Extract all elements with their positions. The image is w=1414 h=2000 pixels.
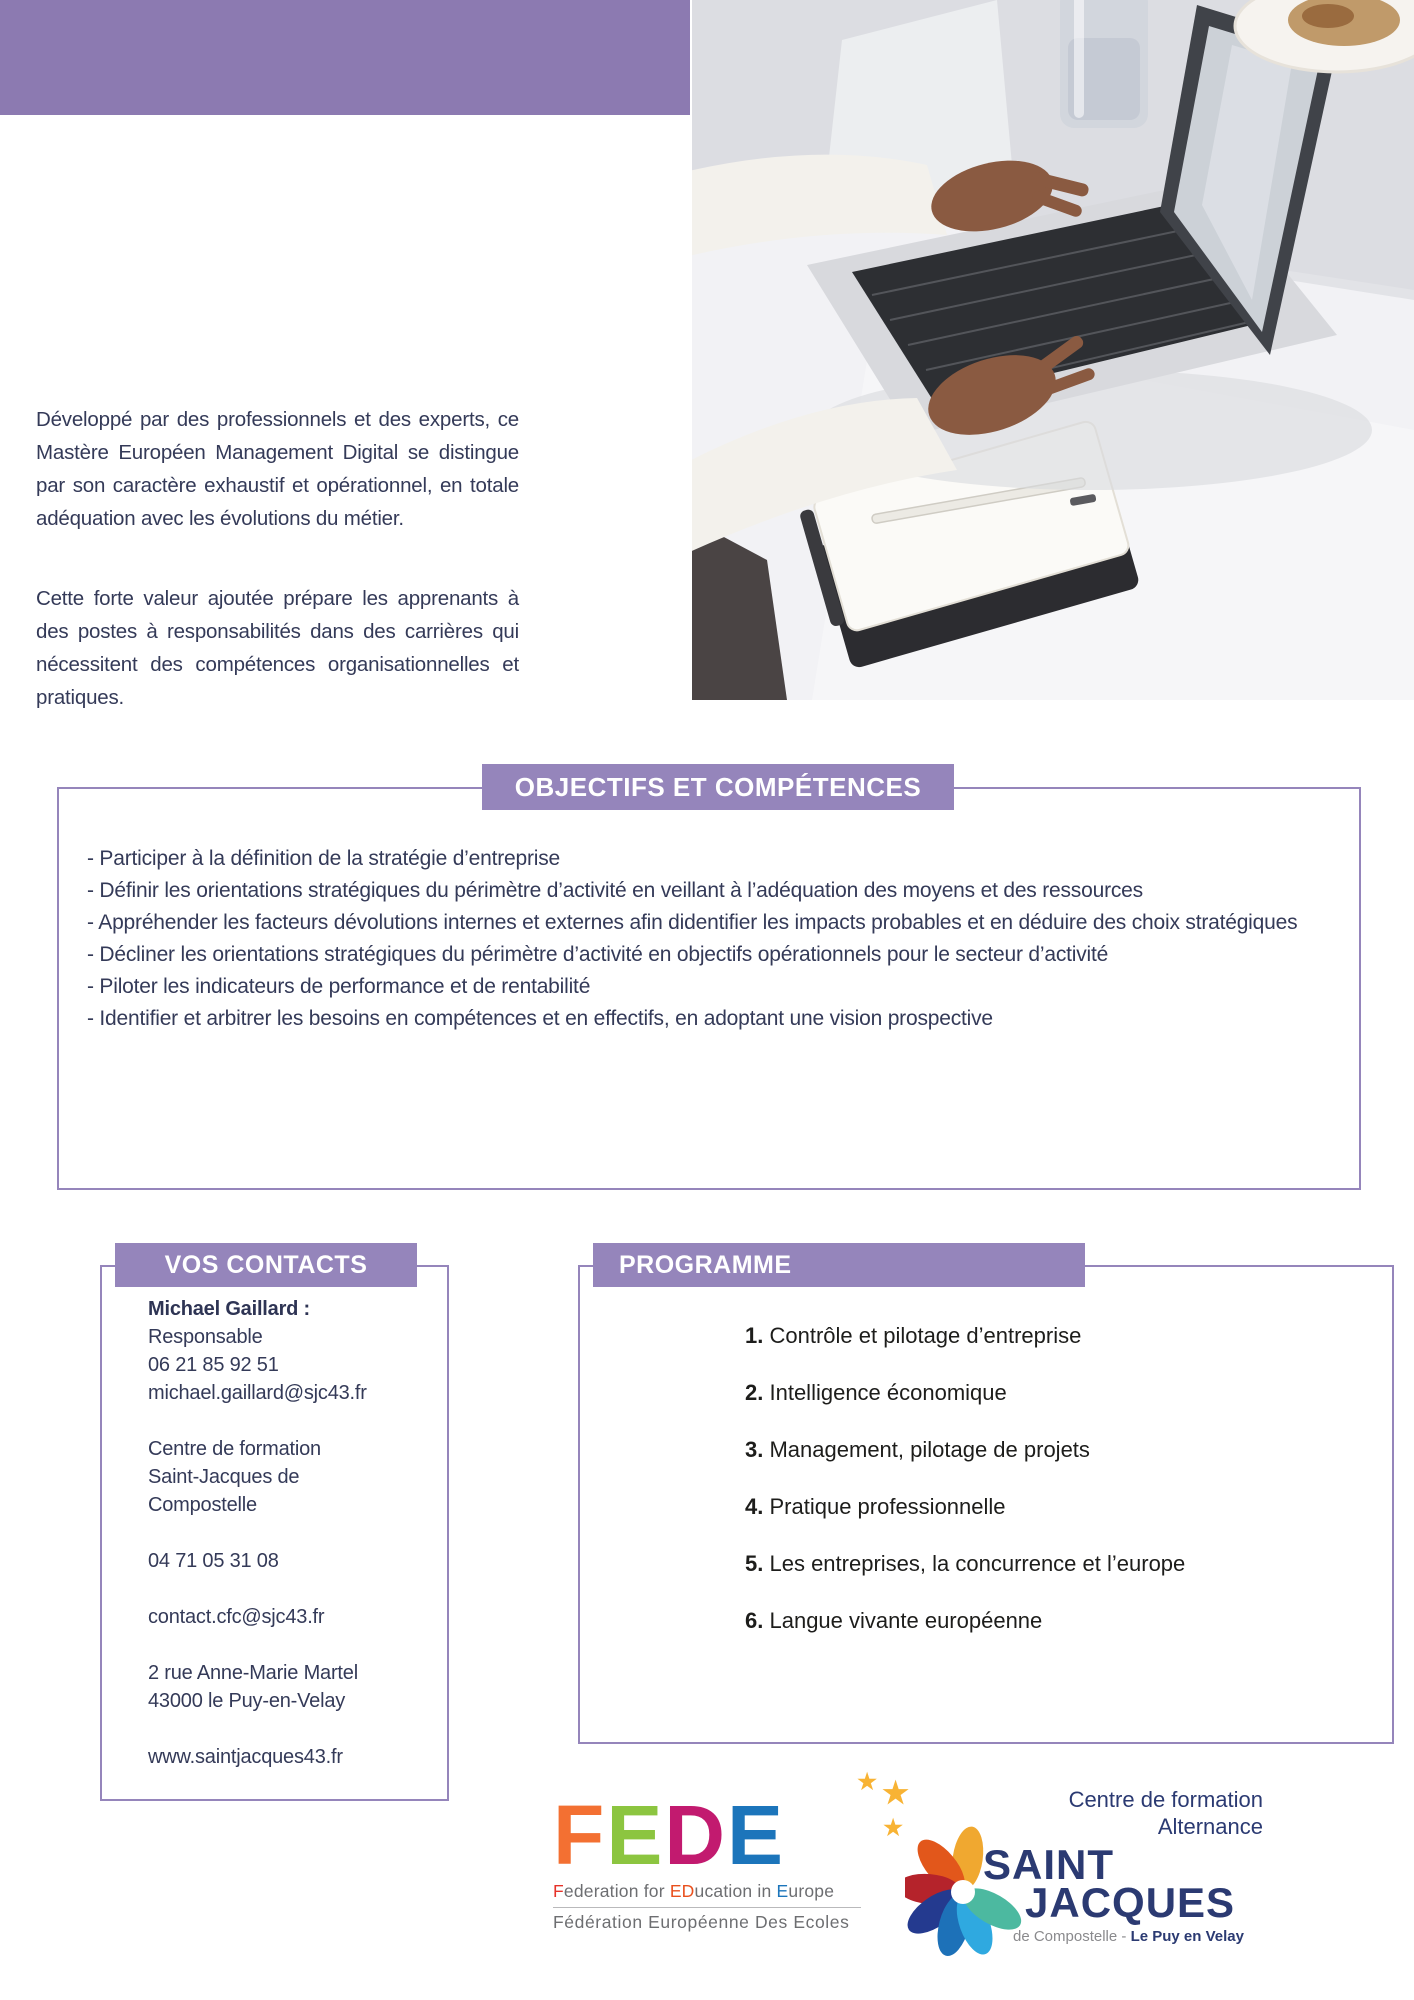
glass-of-water [1060, 0, 1148, 128]
objectives-list [87, 843, 1331, 1035]
programme-item-label: Management, pilotage de projets [769, 1437, 1090, 1462]
intro-text [36, 403, 519, 761]
fede-tagline-segment: ederation for [563, 1881, 670, 1901]
programme-item [745, 1436, 1195, 1464]
saint-jacques-text [983, 1786, 1283, 1945]
programme-item-label: Pratique professionnelle [769, 1494, 1006, 1519]
contacts-title-bar [115, 1243, 417, 1287]
sj-centre-line: Centre de formation [1068, 1787, 1263, 1812]
objective-item: - Décliner les orientations stratégiques du périmètre d’activité en objectifs opérationnels pour le secteur d’activité [87, 943, 1109, 966]
intro-paragraph-1: Développé par des professionnels et des experts, ce Mastère Européen Management Digital se distingue par son caractère exhaustif et opérationnel, en totale adéquation avec les évolutions du métier. [36, 408, 519, 530]
laptop-photo-illustration [692, 0, 1414, 700]
programme-item [745, 1379, 1195, 1407]
contact-name: Michael Gaillard : [148, 1298, 311, 1320]
objective-item: - Piloter les indicateurs de performance et de rentabilité [87, 975, 591, 998]
fede-letter-f: F [553, 1788, 607, 1882]
contact-role: Responsable [148, 1326, 263, 1348]
contact-org-email: contact.cfc@sjc43.fr [148, 1606, 325, 1628]
contact-phone: 04 71 05 31 08 [148, 1550, 279, 1572]
address-line: 43000 le Puy-en-Velay [148, 1690, 346, 1712]
sj-title-jacques: JACQUES [1025, 1879, 1236, 1926]
contact-email: michael.gaillard@sjc43.fr [148, 1382, 367, 1404]
contact-organisation-block [148, 1435, 428, 1519]
fede-tagline-segment: F [553, 1881, 564, 1901]
top-purple-banner [0, 0, 690, 115]
contact-website: www.saintjacques43.fr [148, 1746, 343, 1768]
fede-letter-d: D [664, 1788, 728, 1882]
organisation-line: Centre de formation [148, 1438, 321, 1460]
programme-item [745, 1607, 1195, 1635]
programme-list [745, 1322, 1195, 1664]
address-line: 2 rue Anne-Marie Martel [148, 1662, 358, 1684]
programme-item-label: Contrôle et pilotage d’entreprise [769, 1323, 1082, 1348]
objective-item: - Définir les orientations stratégiques du périmètre d’activité en veillant à l’adéquation des moyens et des ressources [87, 879, 1143, 902]
sj-alternance-line: Alternance [1157, 1814, 1263, 1839]
saint-jacques-logo [905, 1786, 1305, 1986]
fede-tagline-segment: ED [669, 1881, 695, 1901]
programme-item-number: 4. [745, 1494, 764, 1519]
fede-divider [553, 1907, 861, 1908]
objective-item: - Participer à la définition de la stratégie d’entreprise [87, 847, 561, 870]
programme-item-label: Intelligence économique [769, 1380, 1007, 1405]
programme-item-number: 5. [745, 1551, 764, 1576]
fede-tagline [553, 1881, 883, 1902]
fede-letter-e1: E [606, 1788, 665, 1882]
programme-item-number: 2. [745, 1380, 764, 1405]
star-icon: ★ [883, 1815, 905, 1840]
fede-tagline-segment: urope [788, 1881, 835, 1901]
fede-logo [553, 1769, 911, 1933]
fede-letter-e2: E [727, 1788, 786, 1882]
fede-tagline-segment: E [776, 1881, 789, 1901]
contact-address-block [148, 1659, 428, 1715]
programme-item [745, 1493, 1195, 1521]
fede-subtitle: Fédération Européenne Des Ecoles [553, 1912, 850, 1932]
contact-mobile: 06 21 85 92 51 [148, 1354, 279, 1376]
sj-sub-sep: - [1121, 1928, 1127, 1945]
contact-person-block [148, 1295, 428, 1407]
star-icon: ★ [882, 1777, 911, 1810]
programme-item [745, 1322, 1195, 1350]
organisation-line: Saint-Jacques de [148, 1466, 300, 1488]
sj-subtitle [1013, 1928, 1283, 1945]
contacts-title: VOS CONTACTS [164, 1250, 368, 1279]
hero-photo-laptop-typing [692, 0, 1414, 700]
objectives-title-bar [482, 764, 954, 810]
programme-item [745, 1550, 1195, 1578]
programme-item-number: 6. [745, 1608, 764, 1633]
intro-paragraph-2: Cette forte valeur ajoutée prépare les apprenants à des postes à responsabilités dans des carrières qui nécessitent des compétences organisationnelles et pratiques. [36, 587, 519, 709]
programme-item-label: Les entreprises, la concurrence et l’europe [769, 1551, 1186, 1576]
contacts-details [148, 1295, 428, 1799]
objective-item: - Identifier et arbitrer les besoins en compétences et en effectifs, en adoptant une vision prospective [87, 1007, 993, 1030]
sj-title-saint: SAINT [983, 1841, 1114, 1888]
star-icon: ★ [857, 1769, 879, 1794]
fede-wordmark [553, 1769, 911, 1882]
sj-sub-lepuy: Le Puy en Velay [1130, 1928, 1244, 1945]
fede-tagline-segment: ucation in [694, 1881, 777, 1901]
organisation-line: Compostelle [148, 1494, 257, 1516]
programme-item-label: Langue vivante européenne [769, 1608, 1043, 1633]
programme-item-number: 3. [745, 1437, 764, 1462]
objective-item: - Appréhender les facteurs dévolutions internes et externes afin didentifier les impacts probables et en déduire des choix stratégiques [87, 911, 1298, 934]
objectives-title: OBJECTIFS ET COMPÉTENCES [514, 771, 922, 802]
programme-title: PROGRAMME [619, 1250, 792, 1279]
sj-sub-compostelle: de Compostelle [1013, 1928, 1118, 1945]
programme-title-bar [593, 1243, 1085, 1287]
programme-item-number: 1. [745, 1323, 764, 1348]
